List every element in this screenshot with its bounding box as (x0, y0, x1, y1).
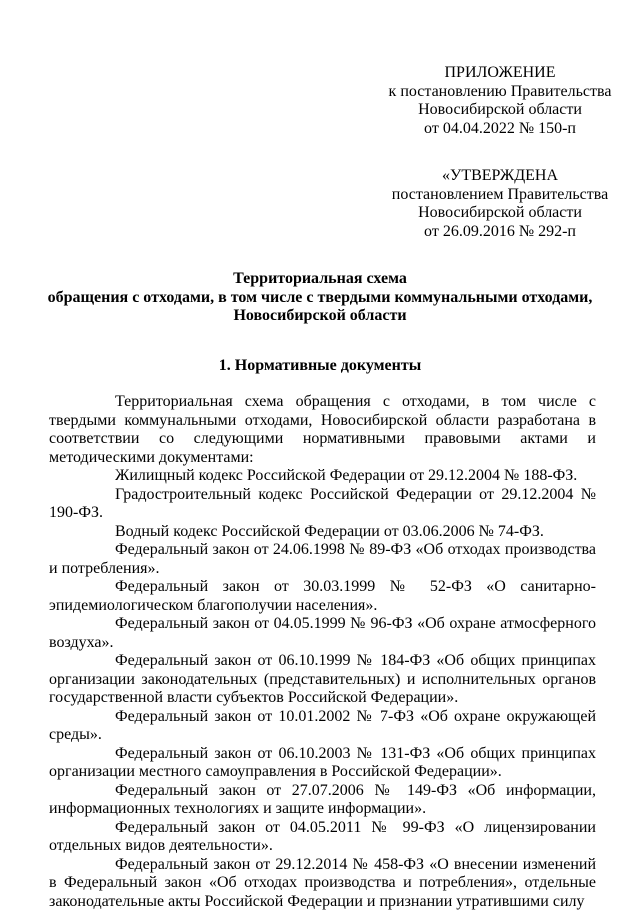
list-item: Федеральный закон от 06.10.2003 № 131-ФЗ «Об общих принципах организации местного самоуправления в Российской Федерации». (49, 745, 596, 782)
title-line: Новосибирской области (40, 307, 600, 326)
intro-paragraph: Территориальная схема обращения с отходами, в том числе с твердыми коммунальными отходами, Новосибирской области разработана в соответствии со следующими нормативными правовыми актами и методическими документами: (49, 393, 596, 467)
list-item: Федеральный закон от 29.12.2014 № 458-ФЗ «О внесении изменений в Федеральный закон «Об отходах производства и потребления», отдельные законодательные акты Российской Федерации и признании утратившими силу (49, 856, 596, 911)
approved-date-number: от 26.09.2016 № 292-п (370, 223, 630, 242)
document-title (40, 270, 600, 326)
list-item: Федеральный закон от 06.10.1999 № 184-ФЗ «Об общих принципах организации законодательных (представительных) и исполнительных органов государственной власти субъектов Российской Федерации». (49, 652, 596, 708)
list-item: Федеральный закон от 04.05.2011 № 99-ФЗ «О лицензировании отдельных видов деятельности». (49, 819, 596, 856)
appendix-heading: ПРИЛОЖЕНИЕ (370, 64, 630, 83)
appendix-line: к постановлению Правительства (370, 83, 630, 102)
approved-line: Новосибирской области (370, 204, 630, 223)
list-item: Жилищный кодекс Российской Федерации от 29.12.2004 № 188-ФЗ. (49, 467, 596, 486)
section-heading: 1. Нормативные документы (40, 357, 600, 376)
appendix-date-number: от 04.04.2022 № 150-п (370, 120, 630, 139)
approved-line: постановлением Правительства (370, 186, 630, 205)
list-item: Федеральный закон от 27.07.2006 № 149-ФЗ «Об информации, информационных технологиях и защите информации». (49, 782, 596, 819)
list-item: Градостроительный кодекс Российской Федерации от 29.12.2004 № 190-ФЗ. (49, 486, 596, 523)
appendix-line: Новосибирской области (370, 101, 630, 120)
list-item: Федеральный закон от 10.01.2002 № 7-ФЗ «Об охране окружающей среды». (49, 708, 596, 745)
list-item: Федеральный закон от 04.05.1999 № 96-ФЗ «Об охране атмосферного воздуха». (49, 615, 596, 652)
list-item: Федеральный закон от 24.06.1998 № 89-ФЗ «Об отходах производства и потребления». (49, 541, 596, 578)
approved-heading: «УТВЕРЖДЕНА (370, 167, 630, 186)
list-item: Федеральный закон от 30.03.1999 № 52-ФЗ «О санитарно-эпидемиологическом благополучии населения». (49, 578, 596, 615)
body-text (49, 393, 596, 911)
title-line: Территориальная схема (40, 270, 600, 289)
title-line: обращения с отходами, в том числе с твердыми коммунальными отходами, (40, 289, 600, 308)
list-item: Водный кодекс Российской Федерации от 03.06.2006 № 74-ФЗ. (49, 523, 596, 542)
appendix-block (370, 64, 630, 138)
approved-block (370, 167, 630, 241)
